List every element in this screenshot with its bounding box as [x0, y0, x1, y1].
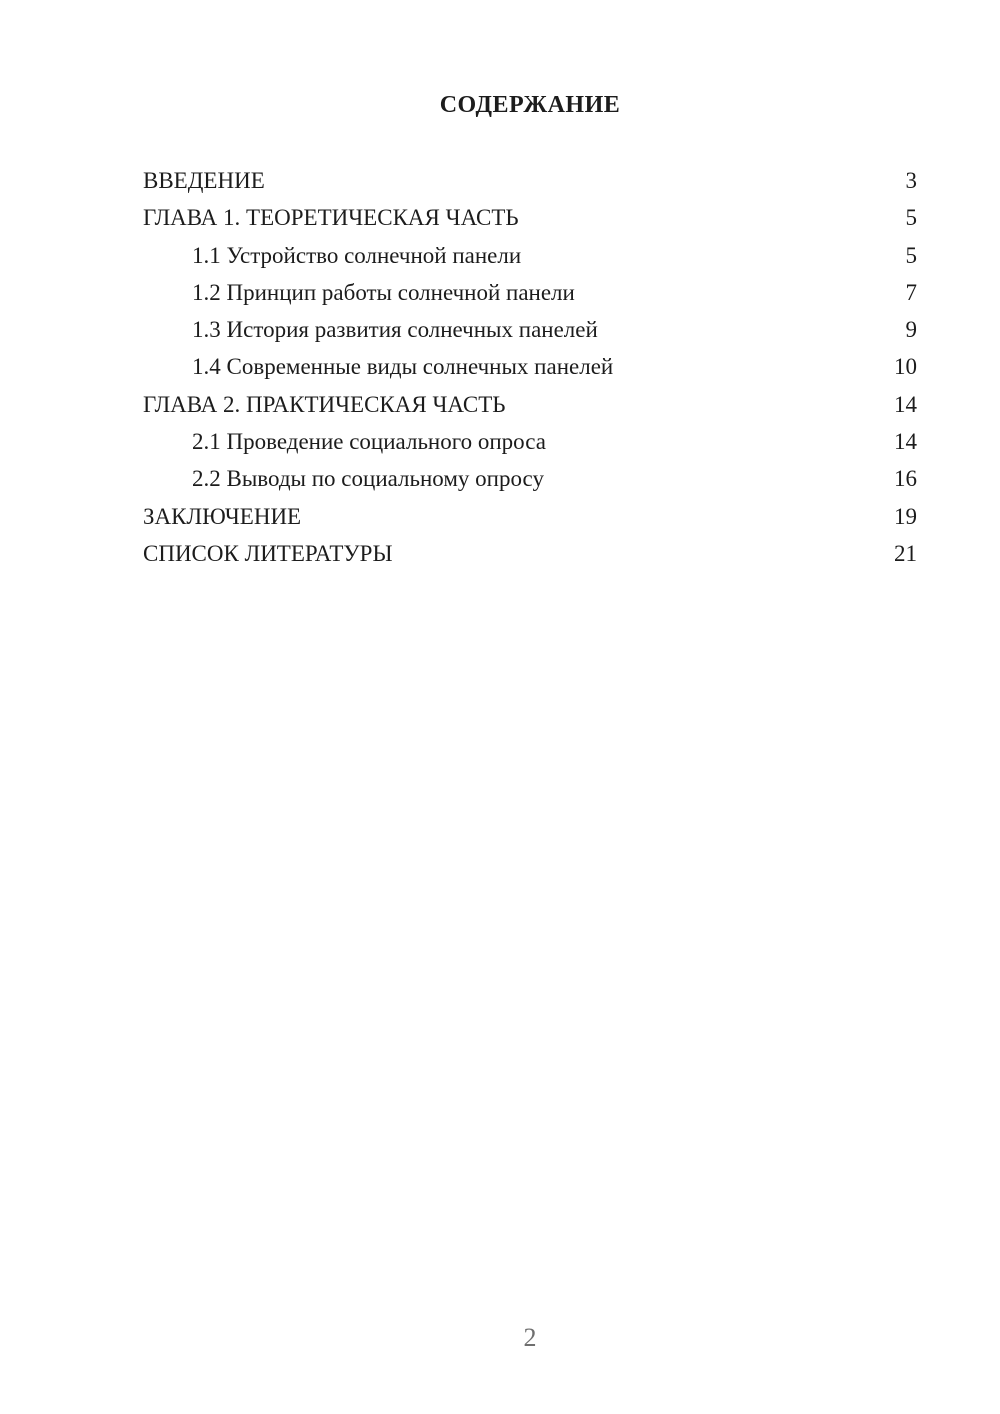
toc-entry-page-number: 9: [905, 317, 917, 343]
toc-entry-label: ГЛАВА 1. ТЕОРЕТИЧЕСКАЯ ЧАСТЬ: [143, 205, 519, 231]
toc-entry: [143, 535, 917, 572]
toc-entry: [143, 199, 917, 236]
toc-entry-page-number: 21: [894, 540, 917, 566]
toc-entry-page-number: 10: [894, 354, 917, 380]
toc-entry-page-number: 5: [905, 242, 917, 268]
toc-title: СОДЕРЖАНИЕ: [439, 92, 621, 118]
page-number: 2: [523, 1323, 537, 1352]
toc-content: [143, 0, 917, 572]
toc-entry-page-number: 7: [905, 279, 917, 305]
toc-entry: [143, 274, 917, 311]
toc-entry-page-number: 3: [905, 168, 917, 193]
toc-entry: [143, 423, 917, 460]
toc-list: [143, 162, 917, 572]
toc-entry-label: 2.2 Выводы по социальному опросу: [192, 466, 544, 492]
toc-entry-label: 1.3 История развития солнечных панелей: [192, 317, 598, 343]
toc-entry-label: ВВЕДЕНИЕ: [143, 168, 265, 193]
toc-entry-label: 1.1 Устройство солнечной панели: [192, 242, 522, 268]
toc-entry-page-number: 5: [905, 205, 917, 231]
toc-entry-page-number: 14: [894, 391, 917, 417]
toc-entry: [143, 162, 917, 199]
toc-entry-page-number: 16: [894, 466, 917, 492]
toc-entry-label: 1.4 Современные виды солнечных панелей: [192, 354, 614, 380]
toc-entry-label: 1.2 Принцип работы солнечной панели: [192, 279, 575, 305]
toc-entry: [143, 348, 917, 385]
toc-entry: [143, 311, 917, 348]
toc-entry-label: СПИСОК ЛИТЕРАТУРЫ: [143, 540, 393, 566]
toc-entry: [143, 386, 917, 423]
toc-entry-label: ЗАКЛЮЧЕНИЕ: [143, 503, 302, 529]
toc-entry-label: ГЛАВА 2. ПРАКТИЧЕСКАЯ ЧАСТЬ: [143, 391, 506, 417]
toc-entry-page-number: 14: [894, 429, 917, 455]
toc-entry: [143, 237, 917, 274]
toc-entry: [143, 498, 917, 535]
toc-entry: [143, 460, 917, 497]
toc-entry-page-number: 19: [894, 503, 917, 529]
toc-entry-label: 2.1 Проведение социального опроса: [192, 429, 546, 455]
